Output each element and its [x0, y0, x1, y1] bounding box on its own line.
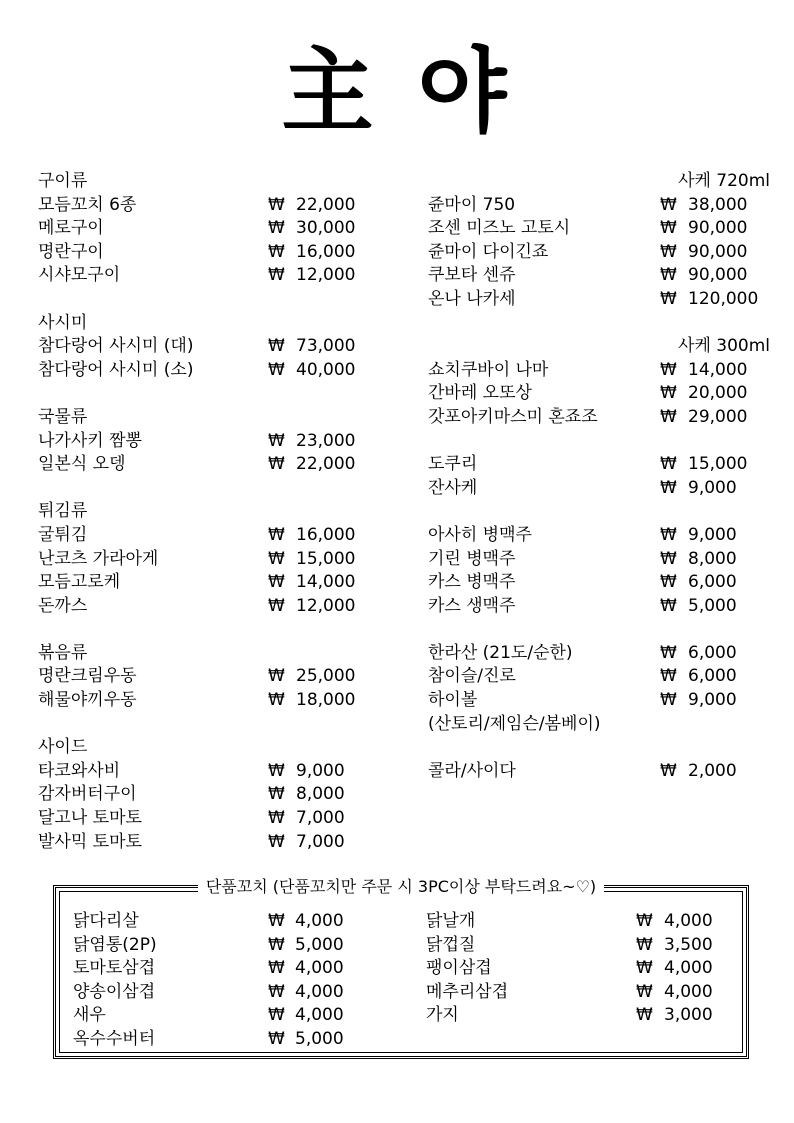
item-name: 쿠보타 센쥬 [428, 265, 516, 286]
item-price: 90,000 [688, 218, 748, 239]
won-sign: ₩ [268, 784, 285, 805]
item-price: 4,000 [295, 1005, 344, 1026]
won-sign: ₩ [268, 218, 285, 239]
item-name: 닭껍질 [426, 934, 476, 955]
item-price: 8,000 [296, 784, 345, 805]
item-name: 발사믹 토마토 [38, 831, 142, 852]
won-sign: ₩ [268, 1028, 285, 1049]
section-sashimi [38, 312, 378, 383]
won-sign: ₩ [660, 218, 677, 239]
won-sign: ₩ [268, 194, 285, 215]
section-soft-drinks [428, 760, 778, 784]
item-name: 타코와사비 [38, 760, 121, 781]
won-sign: ₩ [660, 548, 677, 569]
item-name: 참이슬/진로 [428, 666, 516, 687]
section-header: 사케 720ml [678, 171, 770, 191]
won-sign: ₩ [268, 911, 285, 931]
item-price: 6,000 [688, 666, 737, 687]
skewer-right-column [426, 910, 736, 1028]
section-stirfry [38, 642, 378, 713]
menu-item [38, 595, 378, 619]
menu-item [428, 760, 778, 784]
menu-item [38, 548, 378, 572]
menu-item [428, 217, 778, 241]
item-price: 12,000 [296, 265, 356, 286]
item-price: 9,000 [688, 477, 737, 498]
menu-item [38, 453, 378, 477]
menu-item [426, 910, 736, 934]
item-name: 쥰마이 다이긴죠 [428, 241, 549, 262]
won-sign: ₩ [660, 454, 677, 475]
menu-item [38, 264, 378, 288]
item-price: 9,000 [688, 690, 737, 711]
won-sign: ₩ [268, 359, 285, 380]
section-soju [428, 642, 778, 736]
menu-item [38, 783, 378, 807]
item-name: 나가사키 짬뽕 [38, 430, 142, 451]
item-price: 6,000 [688, 572, 737, 593]
item-price: 6,000 [688, 642, 737, 663]
menu-item [428, 241, 778, 265]
section-header: 사이드 [38, 737, 88, 758]
menu-item [428, 642, 778, 666]
section-soup [38, 406, 378, 477]
right-menu-column [428, 170, 778, 807]
item-price: 4,000 [295, 958, 344, 979]
menu-item [428, 665, 778, 689]
section-header: 볶음류 [38, 642, 88, 663]
won-sign: ₩ [660, 690, 677, 711]
menu-item [428, 571, 778, 595]
won-sign: ₩ [268, 666, 285, 687]
item-price: 20,000 [688, 383, 748, 404]
won-sign: ₩ [660, 288, 677, 309]
menu-item [73, 1028, 393, 1052]
item-price: 16,000 [296, 241, 356, 262]
menu-item [73, 981, 393, 1005]
highball-note: (산토리/제임슨/봄베이) [428, 713, 601, 734]
item-price: 40,000 [296, 359, 356, 380]
menu-item [428, 264, 778, 288]
won-sign: ₩ [660, 477, 677, 498]
menu-item [428, 194, 778, 218]
item-name: 명란크림우동 [38, 666, 137, 687]
item-name: 온나 나카세 [428, 288, 516, 309]
won-sign: ₩ [660, 642, 677, 663]
item-name: 아사히 병맥주 [428, 524, 532, 545]
section-grill [38, 170, 378, 288]
item-price: 5,000 [295, 1028, 344, 1049]
item-price: 23,000 [296, 430, 356, 451]
won-sign: ₩ [268, 524, 285, 545]
item-price: 25,000 [296, 666, 356, 687]
item-price: 2,000 [688, 760, 737, 781]
won-sign: ₩ [660, 359, 677, 380]
item-name: 새우 [73, 1005, 106, 1026]
section-header: 사시미 [38, 312, 88, 333]
item-price: 14,000 [688, 359, 748, 380]
item-name: 달고나 토마토 [38, 808, 142, 829]
item-name: 닭날개 [426, 911, 476, 931]
won-sign: ₩ [268, 808, 285, 829]
won-sign: ₩ [268, 336, 285, 357]
menu-item [73, 910, 393, 934]
item-price: 9,000 [688, 524, 737, 545]
item-name: 메로구이 [38, 218, 104, 239]
section-header: 사케 300ml [678, 336, 770, 357]
section-tokkuri [428, 453, 778, 500]
won-sign: ₩ [268, 1005, 285, 1026]
won-sign: ₩ [268, 760, 285, 781]
item-name: 토마토삼겹 [73, 958, 156, 979]
won-sign: ₩ [268, 265, 285, 286]
won-sign: ₩ [268, 981, 285, 1002]
item-name: 일본식 오뎅 [38, 454, 126, 475]
section-header: 국물류 [38, 406, 88, 427]
item-price: 3,000 [664, 1005, 713, 1026]
item-price: 18,000 [296, 690, 356, 711]
item-name: 조센 미즈노 고토시 [428, 218, 571, 239]
item-name: 양송이삼겹 [73, 981, 156, 1002]
item-price: 5,000 [295, 934, 344, 955]
menu-item [38, 241, 378, 265]
won-sign: ₩ [636, 934, 653, 955]
menu-item [428, 548, 778, 572]
item-name: 해물야끼우동 [38, 690, 137, 711]
item-name: 돈까스 [38, 595, 88, 616]
won-sign: ₩ [268, 430, 285, 451]
won-sign: ₩ [268, 831, 285, 852]
menu-item [428, 406, 778, 430]
section-side [38, 736, 378, 854]
item-name: 굴튀김 [38, 524, 88, 545]
item-price: 15,000 [688, 454, 748, 475]
item-price: 38,000 [688, 194, 748, 215]
item-price: 7,000 [296, 808, 345, 829]
won-sign: ₩ [268, 548, 285, 569]
item-name: 하이볼 [428, 690, 478, 711]
won-sign: ₩ [268, 454, 285, 475]
item-price: 16,000 [296, 524, 356, 545]
box-title-text: 단품꼬치 (단품꼬치만 주문 시 3PC이상 부탁드려요~♡) [198, 877, 604, 896]
section-fried [38, 500, 378, 618]
item-price: 8,000 [688, 548, 737, 569]
item-name: 간바레 오또상 [428, 383, 532, 404]
item-name: 가지 [426, 1005, 459, 1026]
section-sake-720 [428, 170, 778, 312]
item-name: 참다랑어 사시미 (소) [38, 359, 194, 380]
menu-item [428, 288, 778, 312]
menu-item [38, 524, 378, 548]
won-sign: ₩ [660, 666, 677, 687]
item-name: 난코츠 가라아게 [38, 548, 159, 569]
item-price: 9,000 [296, 760, 345, 781]
menu-item [38, 571, 378, 595]
menu-title: 主 야 [281, 37, 513, 145]
item-price: 4,000 [664, 981, 713, 1002]
item-name: 모듬꼬치 6종 [38, 194, 137, 215]
item-price: 15,000 [296, 548, 356, 569]
menu-item [73, 957, 393, 981]
won-sign: ₩ [268, 241, 285, 262]
item-price: 120,000 [688, 288, 759, 309]
menu-item [38, 430, 378, 454]
box-title [56, 874, 746, 897]
item-name: 도쿠리 [428, 454, 478, 475]
menu-item [426, 981, 736, 1005]
section-beer [428, 524, 778, 618]
won-sign: ₩ [636, 958, 653, 979]
item-price: 73,000 [296, 336, 356, 357]
item-price: 12,000 [296, 595, 356, 616]
won-sign: ₩ [636, 911, 653, 931]
item-name: 닭염통(2P) [73, 934, 157, 955]
won-sign: ₩ [660, 194, 677, 215]
won-sign: ₩ [660, 383, 677, 404]
item-price: 4,000 [295, 911, 344, 931]
item-name: 메추리삼겹 [426, 981, 509, 1002]
item-price: 14,000 [296, 572, 356, 593]
won-sign: ₩ [660, 595, 677, 616]
menu-item [38, 760, 378, 784]
menu-item [428, 453, 778, 477]
menu-item [38, 831, 378, 855]
item-price: 90,000 [688, 265, 748, 286]
item-price: 22,000 [296, 454, 356, 475]
won-sign: ₩ [660, 572, 677, 593]
item-name: 시샤모구이 [38, 265, 121, 286]
item-price: 4,000 [664, 958, 713, 979]
won-sign: ₩ [660, 265, 677, 286]
menu-item [73, 934, 393, 958]
menu-item [428, 382, 778, 406]
item-name: 카스 생맥주 [428, 595, 516, 616]
menu-item [38, 807, 378, 831]
item-price: 90,000 [688, 241, 748, 262]
item-price: 22,000 [296, 194, 356, 215]
won-sign: ₩ [268, 958, 285, 979]
left-menu-column [38, 170, 378, 878]
item-name: 팽이삼겹 [426, 958, 492, 979]
item-name: 갓포아키마스미 혼죠조 [428, 406, 598, 427]
item-price: 7,000 [296, 831, 345, 852]
item-price: 3,500 [664, 934, 713, 955]
item-name: 참다랑어 사시미 (대) [38, 336, 194, 357]
item-price: 29,000 [688, 406, 748, 427]
menu-item [38, 335, 378, 359]
won-sign: ₩ [660, 406, 677, 427]
won-sign: ₩ [660, 524, 677, 545]
menu-item [428, 595, 778, 619]
section-header: 튀김류 [38, 501, 88, 522]
item-price: 4,000 [295, 981, 344, 1002]
item-name: 콜라/사이다 [428, 760, 516, 781]
menu-item [38, 665, 378, 689]
menu-item [428, 359, 778, 383]
item-price: 4,000 [664, 911, 713, 931]
won-sign: ₩ [660, 760, 677, 781]
item-price: 5,000 [688, 595, 737, 616]
item-name: 닭다리살 [73, 911, 139, 931]
won-sign: ₩ [268, 690, 285, 711]
menu-item [73, 1004, 393, 1028]
won-sign: ₩ [268, 572, 285, 593]
menu-item [426, 1004, 736, 1028]
won-sign: ₩ [636, 981, 653, 1002]
item-name: 한라산 (21도/순한) [428, 642, 573, 663]
item-name: 모듬고로케 [38, 572, 121, 593]
won-sign: ₩ [660, 241, 677, 262]
menu-item [38, 689, 378, 713]
item-price: 30,000 [296, 218, 356, 239]
menu-item [428, 689, 778, 713]
item-name: 쥰마이 750 [428, 194, 516, 215]
section-sake-300 [428, 335, 778, 429]
item-name: 카스 병맥주 [428, 572, 516, 593]
won-sign: ₩ [268, 595, 285, 616]
item-name: 명란구이 [38, 241, 104, 262]
item-name: 잔사케 [428, 477, 478, 498]
menu-item [38, 359, 378, 383]
won-sign: ₩ [268, 934, 285, 955]
item-name: 감자버터구이 [38, 784, 137, 805]
menu-item [426, 957, 736, 981]
section-header: 구이류 [38, 171, 88, 191]
menu-item [428, 524, 778, 548]
won-sign: ₩ [636, 1005, 653, 1026]
item-name: 기린 병맥주 [428, 548, 516, 569]
menu-item [426, 934, 736, 958]
item-name: 옥수수버터 [73, 1028, 156, 1049]
menu-item [428, 477, 778, 501]
menu-item [38, 217, 378, 241]
menu-item [38, 194, 378, 218]
item-name: 쇼치쿠바이 나마 [428, 359, 549, 380]
single-skewer-box [53, 877, 749, 1059]
skewer-left-column [73, 910, 393, 1052]
